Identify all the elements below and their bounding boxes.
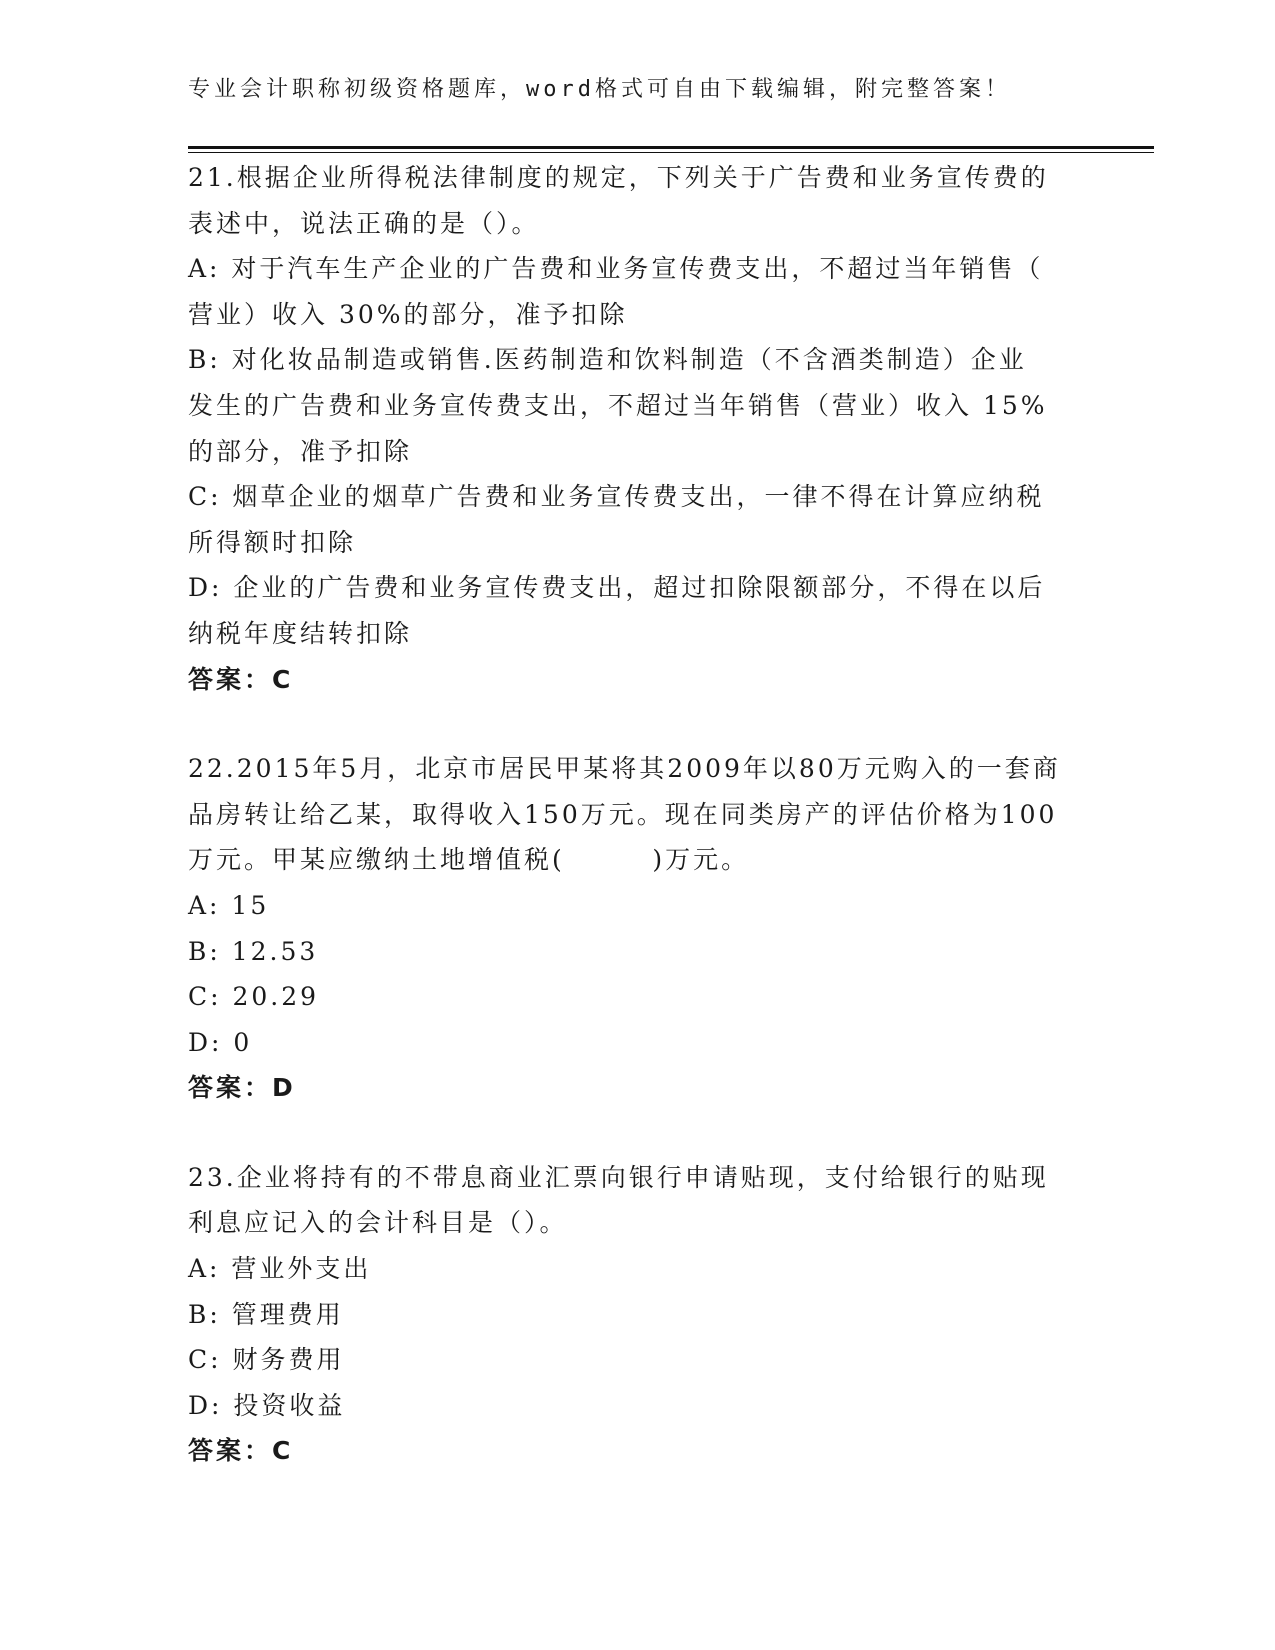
page-header: 专业会计职称初级资格题库，word格式可自由下载编辑，附完整答案！: [188, 77, 1011, 102]
question-23-option-b: B: 管理费用: [188, 1299, 344, 1329]
header-rule-thick: [188, 146, 1154, 149]
header-rule-thin: [188, 152, 1154, 153]
question-23-answer: 答案：C: [188, 1436, 294, 1466]
question-22-stem-line-3: 万元。甲某应缴纳土地增值税( )万元。: [188, 845, 750, 875]
question-22: [188, 746, 1088, 1111]
question-22-option-d: D: 0: [188, 1027, 253, 1057]
question-21: [188, 155, 1088, 702]
question-21-option-a-line-2: 营业）收入 30%的部分，准予扣除: [188, 299, 628, 329]
question-21-option-b-line-1: B: 对化妆品制造或销售.医药制造和饮料制造（不含酒类制造）企业: [188, 345, 1027, 375]
question-23-stem-line-1: 23.企业将持有的不带息商业汇票向银行申请贴现，支付给银行的贴现: [188, 1162, 1049, 1192]
question-23-option-d: D: 投资收益: [188, 1390, 346, 1420]
question-21-option-c-line-1: C: 烟草企业的烟草广告费和业务宣传费支出，一律不得在计算应纳税: [188, 482, 1045, 512]
question-22-answer: 答案：D: [188, 1073, 296, 1103]
question-21-answer: 答案：C: [188, 664, 294, 694]
question-23-option-a: A: 营业外支出: [188, 1254, 372, 1284]
question-23-stem-line-2: 利息应记入的会计科目是（）。: [188, 1208, 568, 1238]
question-21-option-b-line-2: 发生的广告费和业务宣传费支出，不超过当年销售（营业）收入 15%: [188, 390, 1048, 420]
question-21-option-d-line-2: 纳税年度结转扣除: [188, 618, 413, 648]
question-22-option-b: B: 12.53: [188, 936, 319, 966]
question-21-stem-line-1: 21.根据企业所得税法律制度的规定，下列关于广告费和业务宣传费的: [188, 163, 1049, 192]
question-23: [188, 1155, 1088, 1474]
question-list: [188, 155, 1088, 1518]
question-22-stem-line-2: 品房转让给乙某，取得收入150万元。现在同类房产的评估价格为100: [188, 799, 1058, 829]
question-23-option-c: C: 财务费用: [188, 1345, 345, 1375]
question-21-stem-line-2: 表述中，说法正确的是（）。: [188, 208, 540, 238]
question-22-stem-line-1: 22.2015年5月，北京市居民甲某将其2009年以80万元购入的一套商: [188, 754, 1061, 784]
question-21-option-b-line-3: 的部分，准予扣除: [188, 436, 413, 466]
question-21-option-a-line-1: A: 对于汽车生产企业的广告费和业务宣传费支出，不超过当年销售（: [188, 254, 1044, 284]
question-22-option-a: A: 15: [188, 890, 270, 920]
question-22-option-c: C: 20.29: [188, 982, 320, 1012]
question-21-option-c-line-2: 所得额时扣除: [188, 527, 357, 557]
question-21-option-d-line-1: D: 企业的广告费和业务宣传费支出，超过扣除限额部分，不得在以后: [188, 573, 1046, 603]
